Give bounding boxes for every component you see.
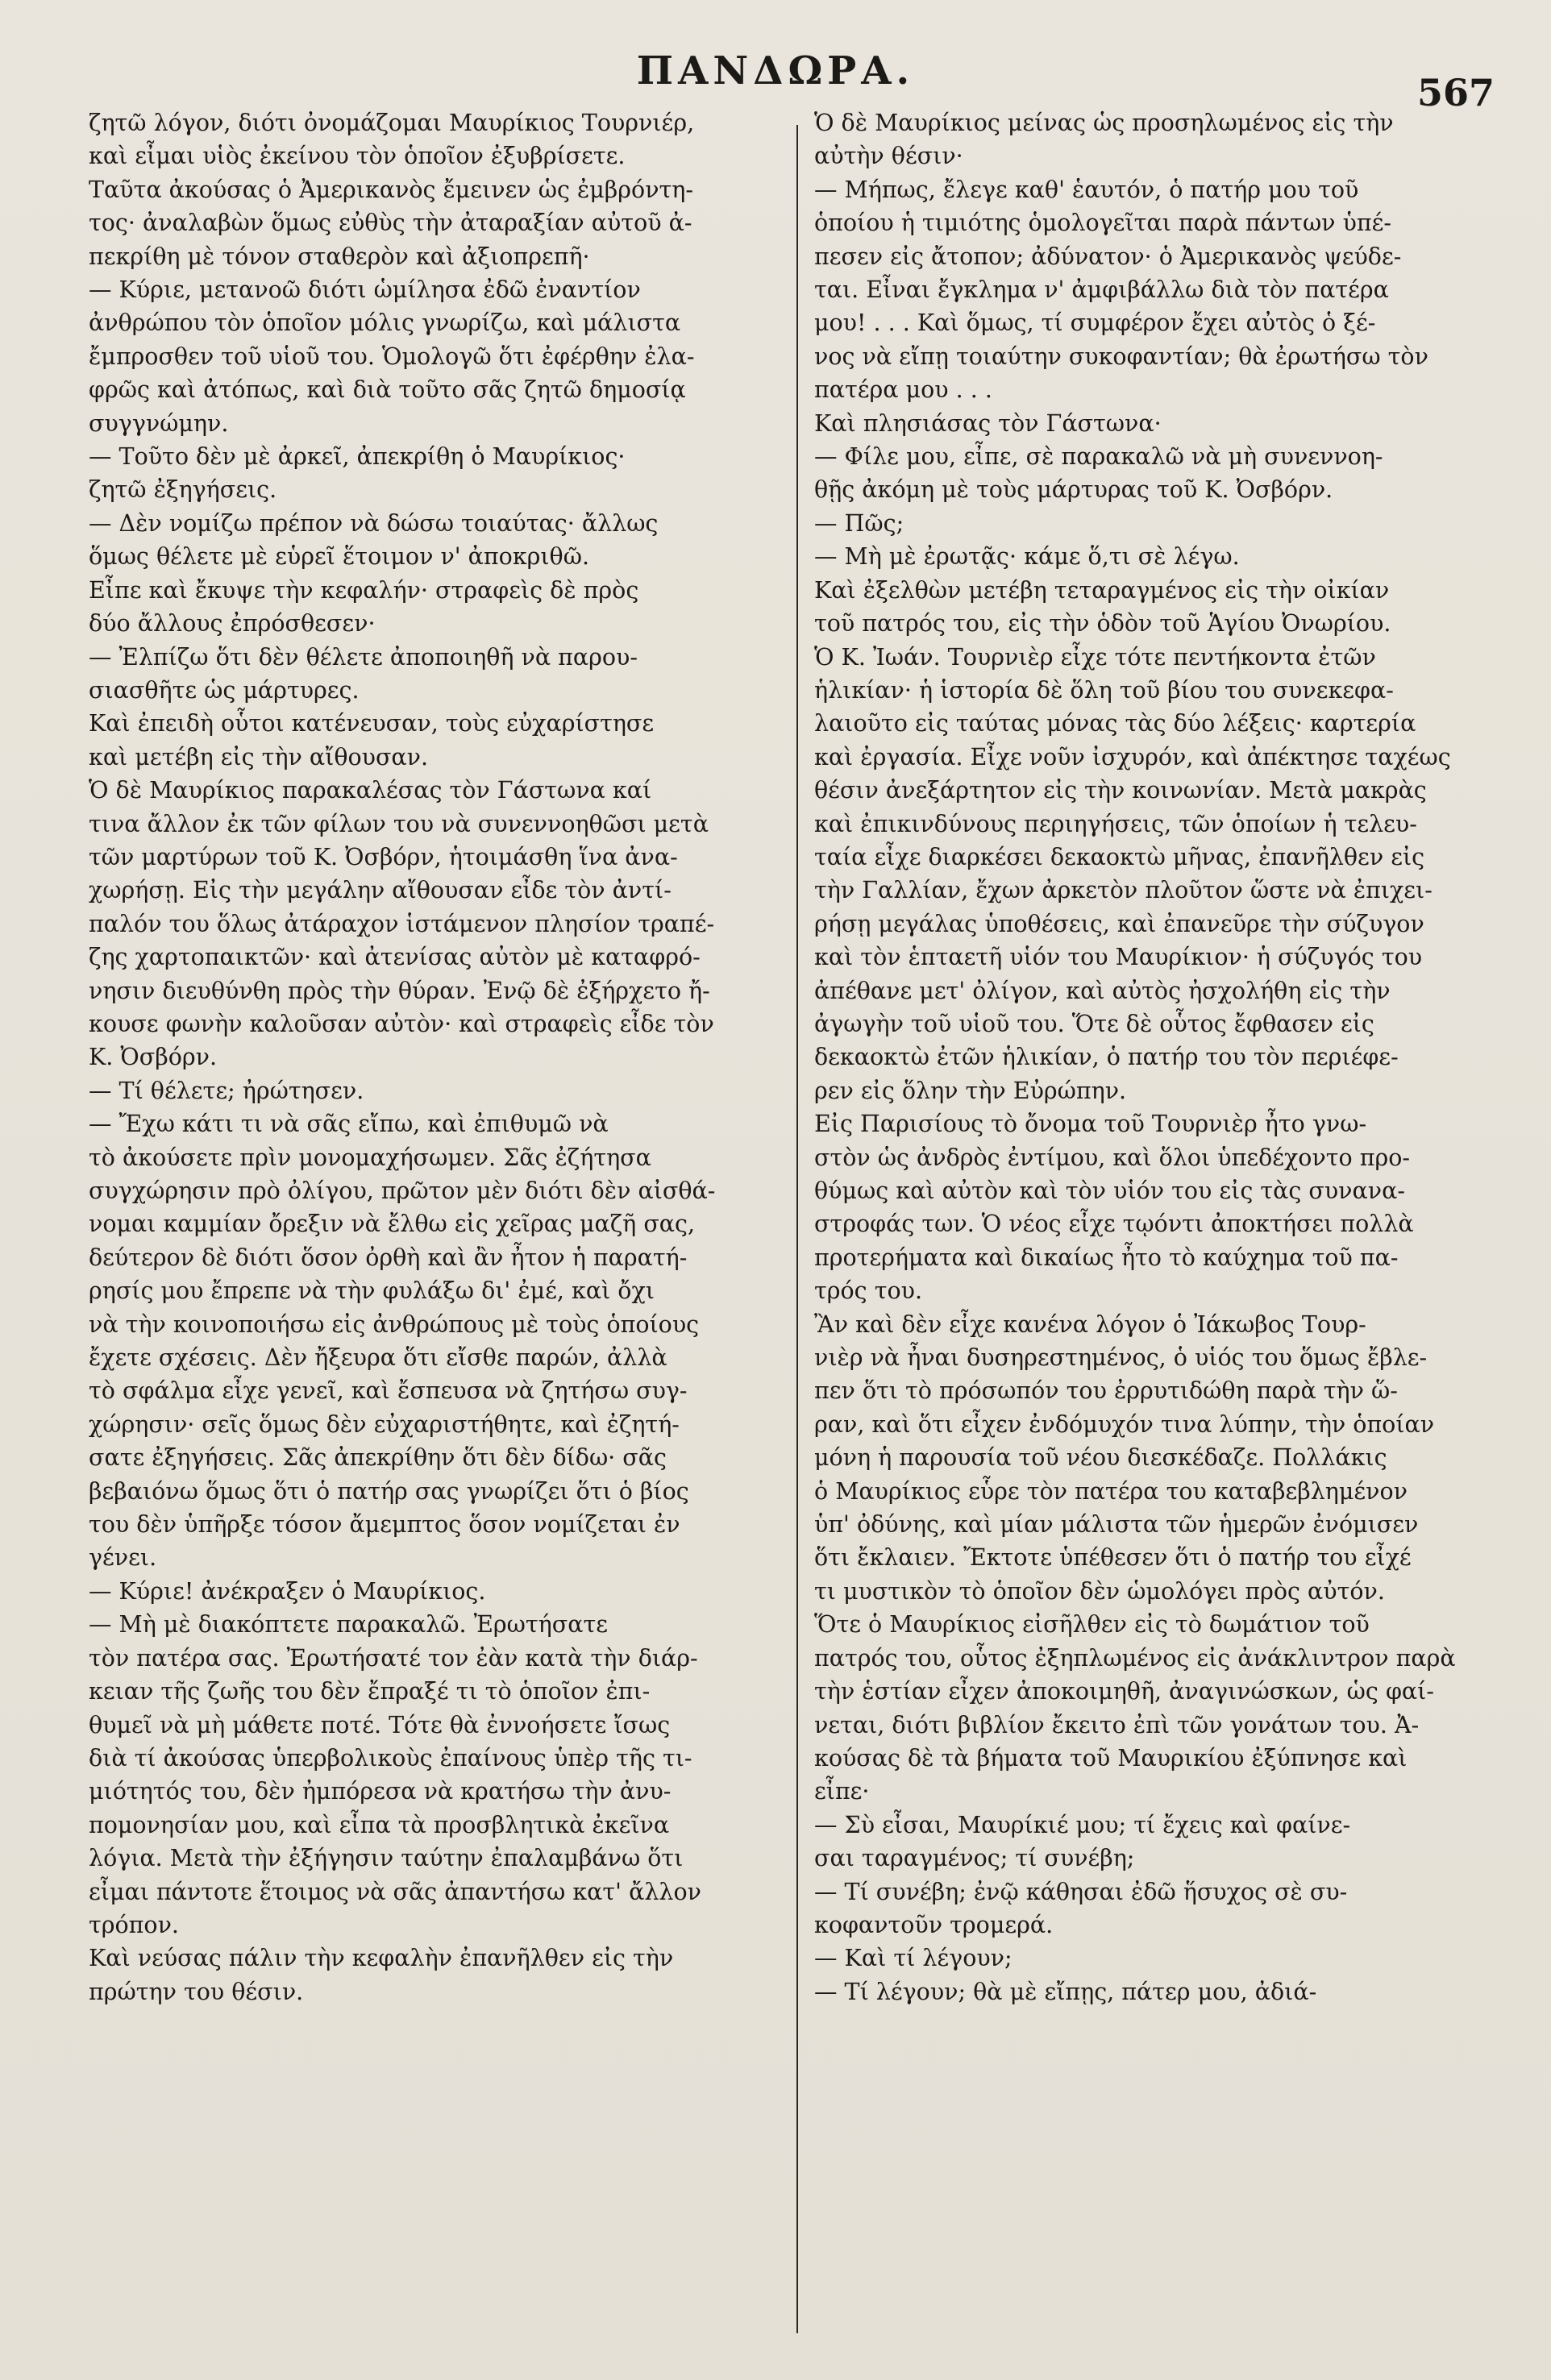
text-line: συγγνώμην.: [89, 409, 229, 437]
text-line: Καὶ ἐπειδὴ οὗτοι κατένευσαν, τοὺς εὐχαρίστησε: [89, 710, 655, 737]
text-line: — Ἔχω κάτι τι νὰ σᾶς εἴπω, καὶ ἐπιθυμῶ νὰ: [89, 1111, 609, 1138]
text-line: βεβαιόνω ὅμως ὅτι ὁ πατήρ σας γνωρίζει ὅτι ὁ βίος: [89, 1477, 689, 1505]
right-column: [814, 106, 1491, 2008]
text-line: καὶ μετέβη εἰς τὴν αἴθουσαν.: [89, 743, 429, 770]
text-line: τι μυστικὸν τὸ ὁποῖον δὲν ὡμολόγει πρὸς αὐτόν.: [814, 1577, 1385, 1605]
text-line: ἔχετε σχέσεις. Δὲν ἤξευρα ὅτι εἴσθε παρών, ἀλλὰ: [89, 1344, 667, 1372]
text-line: χωρήσῃ. Εἰς τὴν μεγάλην αἴθουσαν εἶδε τὸν ἀντί-: [89, 877, 672, 904]
text-line: τὸ σφάλμα εἶχε γενεῖ, καὶ ἔσπευσα νὰ ζητήσω συγ-: [89, 1377, 688, 1405]
text-line: — Καὶ τί λέγουν;: [814, 1945, 1013, 1972]
text-line: καὶ τὸν ἑπταετῆ υἱόν του Μαυρίκιον· ἡ σύζυγός του: [814, 944, 1423, 971]
text-line: Καὶ πλησιάσας τὸν Γάστωνα·: [814, 409, 1162, 437]
text-line: ρησίς μου ἔπρεπε νὰ τὴν φυλάξω δι' ἐμέ, καὶ ὄχι: [89, 1277, 655, 1305]
text-line: εἶμαι πάντοτε ἕτοιμος νὰ σᾶς ἀπαντήσω κατ' ἄλλον: [89, 1878, 701, 1905]
text-line: — Μήπως, ἔλεγε καθ' ἑαυτόν, ὁ πατήρ μου τοῦ: [814, 176, 1359, 203]
text-line: λαιοῦτο εἰς ταύτας μόνας τὰς δύο λέξεις· καρτερία: [814, 710, 1416, 737]
text-line: — Τί θέλετε; ἠρώτησεν.: [89, 1077, 364, 1104]
text-line: ὑπ' ὀδύνης, καὶ μίαν μάλιστα τῶν ἡμερῶν ἐνόμισεν: [814, 1511, 1419, 1539]
text-line: Ὁ δὲ Μαυρίκιος παρακαλέσας τὸν Γάστωνα καί: [89, 777, 652, 804]
text-line: κοφαντοῦν τρομερά.: [814, 1911, 1054, 1938]
text-line: πεκρίθη μὲ τόνον σταθερὸν καὶ ἀξιοπρεπῆ·: [89, 243, 590, 270]
text-line: Καὶ νεύσας πάλιν τὴν κεφαλὴν ἐπανῆλθεν εἰς τὴν: [89, 1945, 674, 1972]
text-line: Εἰς Παρισίους τὸ ὄνομα τοῦ Τουρνιὲρ ἦτο γνω-: [814, 1111, 1367, 1138]
text-line: Εἶπε καὶ ἔκυψε τὴν κεφαλήν· στραφεὶς δὲ πρὸς: [89, 576, 639, 604]
text-line: γένει.: [89, 1544, 157, 1572]
text-line: — Δὲν νομίζω πρέπον νὰ δώσω τοιαύτας· ἄλλως: [89, 509, 659, 537]
text-line: νεται, διότι βιβλίον ἔκειτο ἐπὶ τῶν γονάτων του. Ἀ-: [814, 1711, 1420, 1738]
page-number: 567: [1416, 71, 1495, 114]
text-line: καὶ εἶμαι υἱὸς ἐκείνου τὸν ὁποῖον ἐξυβρίσετε.: [89, 143, 626, 170]
text-line: λόγια. Μετὰ τὴν ἐξήγησιν ταύτην ἐπαλαμβάνω ὅτι: [89, 1845, 684, 1872]
text-line: τῶν μαρτύρων τοῦ Κ. Ὀσβόρν, ἡτοιμάσθη ἵνα ἀνα-: [89, 843, 678, 870]
text-line: δεύτερον δὲ διότι ὅσον ὀρθὴ καὶ ἂν ἦτον ἡ παρατή-: [89, 1244, 688, 1271]
text-line: Ὁ Κ. Ἰωάν. Τουρνιὲρ εἶχε τότε πεντήκοντα ἐτῶν: [814, 643, 1376, 671]
text-line: Ἂν καὶ δὲν εἶχε κανένα λόγον ὁ Ἰάκωβος Τουρ-: [814, 1310, 1366, 1338]
text-line: νος νὰ εἴπῃ τοιαύτην συκοφαντίαν; θὰ ἐρωτήσω τὸν: [814, 343, 1428, 370]
text-line: νησιν διευθύνθη πρὸς τὴν θύραν. Ἐνῷ δὲ ἐξήρχετο ἤ-: [89, 977, 710, 1004]
text-line: — Κύριε, μετανοῶ διότι ὡμίλησα ἐδῶ ἐναντίον: [89, 276, 641, 304]
text-line: σιασθῆτε ὡς μάρτυρες.: [89, 676, 360, 704]
text-line: τος· ἀναλαβὼν ὅμως εὐθὺς τὴν ἀταραξίαν αὐτοῦ ἀ-: [89, 210, 692, 237]
text-line: Ὁ δὲ Μαυρίκιος μείνας ὡς προσηλωμένος εἰς τὴν: [814, 110, 1394, 136]
text-line: — Πῶς;: [814, 509, 904, 537]
text-line: — Κύριε! ἀνέκραξεν ὁ Μαυρίκιος.: [89, 1577, 486, 1605]
text-line: ζητῶ ἐξηγήσεις.: [89, 476, 277, 504]
text-line: ζης χαρτοπαικτῶν· καὶ ἀτενίσας αὐτὸν μὲ καταφρό-: [89, 944, 701, 971]
left-column: [89, 106, 782, 2008]
text-line: κειαν τῆς ζωῆς του δὲν ἔπραξέ τι τὸ ὁποῖον ἐπι-: [89, 1678, 651, 1705]
text-line: ραν, καὶ ὅτι εἶχεν ἐνδόμυχόν τινα λύπην, τὴν ὁποίαν: [814, 1410, 1435, 1438]
text-line: στροφάς των. Ὁ νέος εἶχε τῳόντι ἀποκτήσει πολλὰ: [814, 1211, 1414, 1238]
text-line: διὰ τί ἀκούσας ὑπερβολικοὺς ἐπαίνους ὑπὲρ τῆς τι-: [89, 1744, 692, 1772]
text-line: — Ἐλπίζω ὅτι δὲν θέλετε ἀποποιηθῆ νὰ παρου-: [89, 643, 638, 671]
text-line: ὁποίου ἡ τιμιότης ὁμολογεῖται παρὰ πάντων ὑπέ-: [814, 210, 1392, 237]
text-line: Κ. Ὀσβόρν.: [89, 1044, 218, 1071]
text-line: ται. Εἶναι ἔγκλημα ν' ἀμφιβάλλω διὰ τὸν πατέρα: [814, 276, 1389, 304]
text-line: πομονησίαν μου, καὶ εἶπα τὰ προσβλητικὰ ἐκεῖνα: [89, 1811, 670, 1838]
text-line: δεκαοκτὼ ἐτῶν ἡλικίαν, ὁ πατήρ του τὸν περιέφε-: [814, 1044, 1399, 1071]
text-line: ὅτι ἔκλαιεν. Ἔκτοτε ὑπέθεσεν ὅτι ὁ πατήρ του εἶχέ: [814, 1544, 1412, 1572]
text-line: νὰ τὴν κοινοποιήσω εἰς ἀνθρώπους μὲ τοὺς ὁποίους: [89, 1310, 700, 1338]
text-line: — Μὴ μὲ ἐρωτᾷς· κάμε ὅ,τι σὲ λέγω.: [814, 543, 1240, 571]
text-line: τινα ἄλλον ἐκ τῶν φίλων του νὰ συνεννοηθῶσι μετὰ: [89, 810, 709, 837]
text-line: θῇς ἀκόμη μὲ τοὺς μάρτυρας τοῦ Κ. Ὀσβόρν.: [814, 476, 1333, 504]
text-line: τρός του.: [814, 1277, 923, 1305]
text-line: τρόπον.: [89, 1911, 179, 1938]
text-line: προτερήματα καὶ δικαίως ἦτο τὸ καύχημα τοῦ πα-: [814, 1244, 1399, 1271]
text-line: θυμεῖ νὰ μὴ μάθετε ποτέ. Τότε θὰ ἐννοήσετε ἴσως: [89, 1711, 671, 1738]
text-line: καὶ ἐπικινδύνους περιηγήσεις, τῶν ὁποίων ἡ τελευ-: [814, 810, 1417, 837]
text-line: πατρός του, οὗτος ἐξηπλωμένος εἰς ἀνάκλιντρον παρὰ: [814, 1644, 1456, 1672]
text-line: ἡλικίαν· ἡ ἱστορία δὲ ὅλη τοῦ βίου του συνεκεφα-: [814, 676, 1394, 704]
text-line: παλόν του ὅλως ἀτάραχον ἱστάμενον πλησίον τραπέ-: [89, 910, 715, 937]
text-line: τὸν πατέρα σας. Ἐρωτήσατέ τον ἐὰν κατὰ τὴν διάρ-: [89, 1644, 698, 1672]
text-line: ἀνθρώπου τὸν ὁποῖον μόλις γνωρίζω, καὶ μάλιστα: [89, 309, 681, 337]
text-line: ζητῶ λόγον, διότι ὀνομάζομαι Μαυρίκιος Τουρνιέρ,: [89, 110, 695, 136]
text-line: συγχώρησιν πρὸ ὀλίγου, πρῶτον μὲν διότι δὲν αἰσθά-: [89, 1178, 716, 1204]
text-line: νομαι καμμίαν ὄρεξιν νὰ ἔλθω εἰς χεῖρας μαζῆ σας,: [89, 1211, 696, 1238]
text-line: αὐτὴν θέσιν·: [814, 143, 963, 170]
text-line: ρεν εἰς ὅλην τὴν Εὐρώπην.: [814, 1077, 1127, 1104]
text-line: καὶ ἐργασία. Εἶχε νοῦν ἰσχυρόν, καὶ ἀπέκτησε ταχέως: [814, 743, 1451, 770]
text-line: Ὅτε ὁ Μαυρίκιος εἰσῆλθεν εἰς τὸ δωμάτιον τοῦ: [814, 1611, 1370, 1639]
text-line: — Φίλε μου, εἶπε, σὲ παρακαλῶ νὰ μὴ συνεννοη-: [814, 443, 1383, 471]
text-line: τὴν ἑστίαν εἶχεν ἀποκοιμηθῆ, ἀναγινώσκων, ὡς φαί-: [814, 1678, 1434, 1705]
column-divider: [796, 125, 798, 2333]
text-line: πεν ὅτι τὸ πρόσωπόν του ἐρρυτιδώθη παρὰ τὴν ὥ-: [814, 1377, 1398, 1405]
text-line: νιὲρ νὰ ἦναι δυσηρεστημένος, ὁ υἱός του ὅμως ἔβλε-: [814, 1344, 1428, 1372]
text-line: τὸ ἀκούσετε πρὶν μονομαχήσωμεν. Σᾶς ἐζήτησα: [89, 1144, 651, 1171]
text-line: χώρησιν· σεῖς ὅμως δὲν εὐχαριστήθητε, καὶ ἐζητή-: [89, 1410, 680, 1438]
text-line: Καὶ ἐξελθὼν μετέβη τεταραγμένος εἰς τὴν οἰκίαν: [814, 576, 1390, 604]
text-line: σατε ἐξηγήσεις. Σᾶς ἀπεκρίθην ὅτι δὲν δίδω· σᾶς: [89, 1444, 667, 1472]
text-line: πεσεν εἰς ἄτοπον; ἀδύνατον· ὁ Ἀμερικανὸς ψεύδε-: [814, 243, 1402, 270]
text-line: ὅμως θέλετε μὲ εὑρεῖ ἕτοιμον ν' ἀποκριθῶ.: [89, 543, 590, 571]
text-line: κουσε φωνὴν καλοῦσαν αὐτὸν· καὶ στραφεὶς εἶδε τὸν: [89, 1010, 714, 1037]
text-line: φρῶς καὶ ἀτόπως, καὶ διὰ τοῦτο σᾶς ζητῶ δημοσίᾳ: [89, 376, 686, 404]
text-line: θέσιν ἀνεξάρτητον εἰς τὴν κοινωνίαν. Μετὰ μακρὰς: [814, 777, 1427, 804]
journal-title: ΠΑΝΔΩΡΑ.: [636, 48, 915, 93]
text-line: — Τί λέγουν; θὰ μὲ εἴπῃς, πάτερ μου, ἀδιά-: [814, 1978, 1317, 2005]
text-line: — Τί συνέβη; ἐνῷ κάθησαι ἐδῶ ἥσυχος σὲ συ-: [814, 1878, 1348, 1905]
text-line: — Μὴ μὲ διακόπτετε παρακαλῶ. Ἐρωτήσατε: [89, 1611, 608, 1639]
text-line: ἔμπροσθεν τοῦ υἱοῦ του. Ὁμολογῶ ὅτι ἐφέρθην ἐλα-: [89, 343, 695, 370]
text-line: — Σὺ εἶσαι, Μαυρίκιέ μου; τί ἔχεις καὶ φαίνε-: [814, 1811, 1351, 1838]
text-line: Ταῦτα ἀκούσας ὁ Ἀμερικανὸς ἔμεινεν ὡς ἐμβρόντη-: [89, 176, 693, 203]
text-line: πρώτην του θέσιν.: [89, 1978, 304, 2005]
text-line: τοῦ πατρός του, εἰς τὴν ὁδὸν τοῦ Ἁγίου Ὀνωρίου.: [814, 610, 1391, 638]
text-line: μόνη ἡ παρουσία τοῦ νέου διεσκέδαζε. Πολλάκις: [814, 1444, 1387, 1472]
text-line: τὴν Γαλλίαν, ἔχων ἀρκετὸν πλοῦτον ὥστε νὰ ἐπιχει-: [814, 877, 1432, 904]
text-line: μου! . . . Καὶ ὅμως, τί συμφέρον ἔχει αὐτὸς ὁ ξέ-: [814, 309, 1376, 337]
text-line: του δὲν ὑπῆρξε τόσον ἄμεμπτος ὅσον νομίζεται ἐν: [89, 1511, 680, 1539]
text-line: μιότητός του, δὲν ἠμπόρεσα νὰ κρατήσω τὴν ἀνυ-: [89, 1778, 672, 1805]
text-line: — Τοῦτο δὲν μὲ ἀρκεῖ, ἀπεκρίθη ὁ Μαυρίκιος·: [89, 443, 626, 471]
text-line: σαι ταραγμένος; τί συνέβη;: [814, 1845, 1135, 1872]
text-line: κούσας δὲ τὰ βήματα τοῦ Μαυρικίου ἐξύπνησε καὶ: [814, 1744, 1408, 1772]
text-line: ἀπέθανε μετ' ὀλίγον, καὶ αὐτὸς ἠσχολήθη εἰς τὴν: [814, 977, 1391, 1004]
text-line: ρήσῃ μεγάλας ὑποθέσεις, καὶ ἐπανεῦρε τὴν σύζυγον: [814, 910, 1424, 937]
text-line: ὁ Μαυρίκιος εὗρε τὸν πατέρα του καταβεβλημένον: [814, 1477, 1408, 1505]
text-line: ἀγωγὴν τοῦ υἱοῦ του. Ὅτε δὲ οὗτος ἔφθασεν εἰς: [814, 1010, 1374, 1037]
text-line: θύμως καὶ αὐτὸν καὶ τὸν υἱόν του εἰς τὰς συνανα-: [814, 1178, 1405, 1204]
text-line: δύο ἄλλους ἐπρόσθεσεν·: [89, 610, 376, 638]
text-line: στὸν ὡς ἀνδρὸς ἐντίμου, καὶ ὅλοι ὑπεδέχοντο προ-: [814, 1144, 1411, 1171]
text-line: ταία εἶχε διαρκέσει δεκαοκτὼ μῆνας, ἐπανῆλθεν εἰς: [814, 843, 1425, 870]
text-line: πατέρα μου . . .: [814, 376, 992, 404]
text-line: εἶπε·: [814, 1778, 870, 1805]
